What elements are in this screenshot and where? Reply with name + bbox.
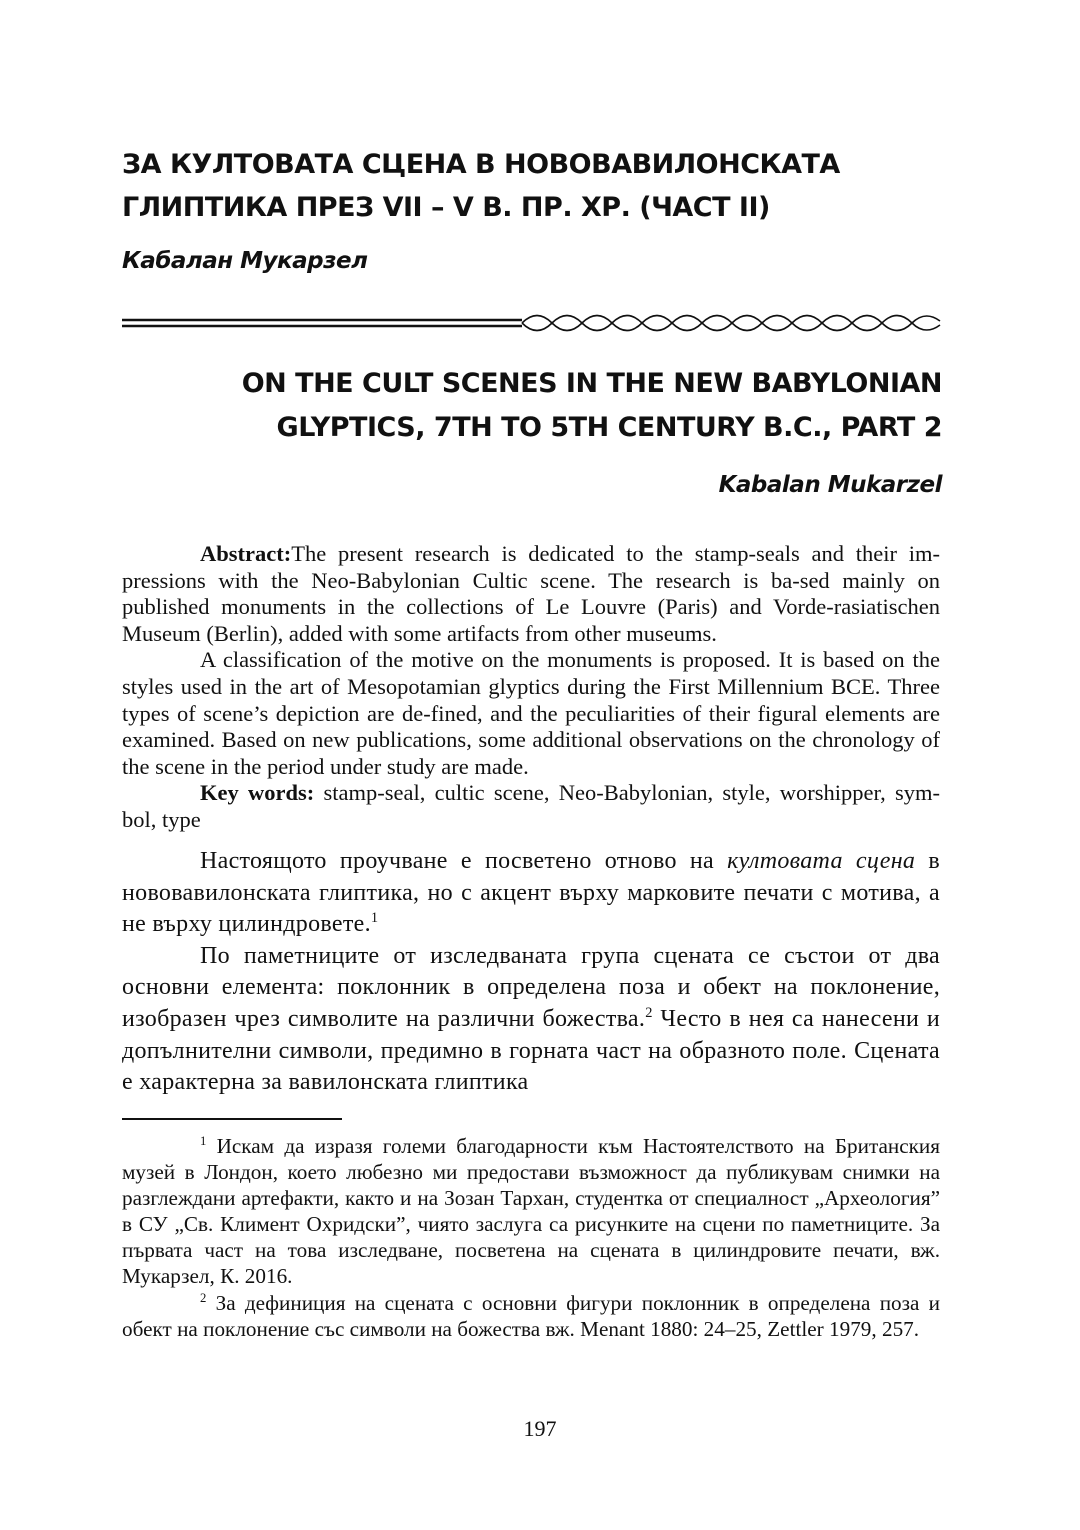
- ornament-wave-lower: [522, 323, 940, 331]
- footnote-1-number: 1: [200, 1133, 207, 1148]
- body-p1-text-a: Настоящото проучване е посветено отново на: [200, 848, 728, 874]
- keywords-text: stamp-seal, cultic scene, Neo-Babylonian, style, worshipper, sym-bol, type: [122, 780, 940, 832]
- footnote-separator: [122, 1118, 342, 1120]
- footnotes: [122, 1133, 940, 1342]
- footnote-ref-2[interactable]: 2: [645, 1004, 653, 1021]
- ornament-divider: [122, 313, 942, 335]
- body-p1-italic: култовата сцена: [727, 848, 916, 874]
- author-english: Kabalan Mukarzel: [718, 472, 942, 498]
- footnote-2-text: За дефиниция на сцената с основни фигури поклонник в определена поза и обект на поклонение със символи на божества вж. Menant 1880: 24–25, Zettler 1979, 257.: [122, 1290, 940, 1341]
- body-p1-text-b: в нововавилонската глиптика, но с акцент върху марковите печати с мотива, а не върху цилиндровете.: [122, 848, 941, 938]
- body-p2-text-b: Често в нея са нанесени и допълнителни символи, предимно в горната част на образното поле. Сцената е характерна за вавилонската глиптика: [122, 1005, 941, 1096]
- keywords-label: Key words:: [200, 780, 315, 806]
- title-english-line-2: GLYPTICS, 7TH TO 5TH CENTURY B.C., PART 2: [276, 412, 942, 443]
- abstract-text-1: The present research is dedicated to the stamp-seals and their im-pressions with the Neo-Babylonian Cultic scene. The research is ba-sed mainly on published monuments in the collections of Le Louvre (Paris) and Vorde-rasiatischen Museum (Berlin), added with some artifacts from other museums.: [122, 541, 940, 646]
- title-bulgarian: [122, 143, 942, 229]
- abstract: [122, 541, 940, 834]
- footnote-2-number: 2: [200, 1290, 207, 1305]
- ornament-wave-upper: [522, 316, 940, 324]
- body-paragraph-1: [122, 846, 940, 941]
- body-text: [122, 846, 940, 1099]
- title-bulgarian-line-1: ЗА КУЛТОВАТА СЦЕНА В НОВОВАВИЛОНСКАТА: [122, 149, 840, 180]
- title-english-line-1: ON THE CULT SCENES IN THE NEW BABYLONIAN: [241, 368, 942, 399]
- footnote-2: [122, 1290, 940, 1342]
- abstract-paragraph-2: A classification of the motive on the monuments is proposed. It is based on the styles used in the art of Mesopotamian glyptics during the First Millennium BCE. Three types of scene’s depiction are de-fined, and the peculiarities of their figural elements are examined. Based on new publications, some additional observations on the chronology of the scene in the period under study are made.: [122, 647, 940, 779]
- title-english: [122, 362, 942, 450]
- body-p2-text-a: По паметниците от изследваната група сцената се състои от два основни елемента: поклонник в определена поза и обект на поклонение, изобразен чрез символите на различни божества.: [122, 942, 940, 1032]
- author-bulgarian: Кабалан Мукарзел: [122, 248, 368, 274]
- page-number: 197: [523, 1416, 557, 1441]
- keywords-paragraph: [122, 780, 940, 833]
- abstract-paragraph-1: [122, 541, 940, 647]
- footnote-1: [122, 1133, 940, 1290]
- footnote-ref-1[interactable]: 1: [370, 910, 379, 927]
- body-paragraph-2: [122, 941, 940, 1099]
- abstract-label: Abstract:: [200, 541, 292, 566]
- title-bulgarian-line-2: ГЛИПТИКА ПРЕЗ VII – V В. ПР. ХР. (ЧАСТ II): [122, 192, 770, 223]
- footnote-1-text: Искам да изразя големи благодарности към Настоятелството на Британския музей в Лондон, което любезно ми предостави възможност да публикувам снимки на разглеждани артефакти, както и на Зозан Тархан, студентка от специалност „Археология” в СУ „Св. Климент Охридски”, чиято заслуга са рисунките на сцени по паметниците. За първата част на това изследване, посветена на сцената в цилиндровите печати, вж. Мукарзел, К. 2016.: [122, 1134, 940, 1289]
